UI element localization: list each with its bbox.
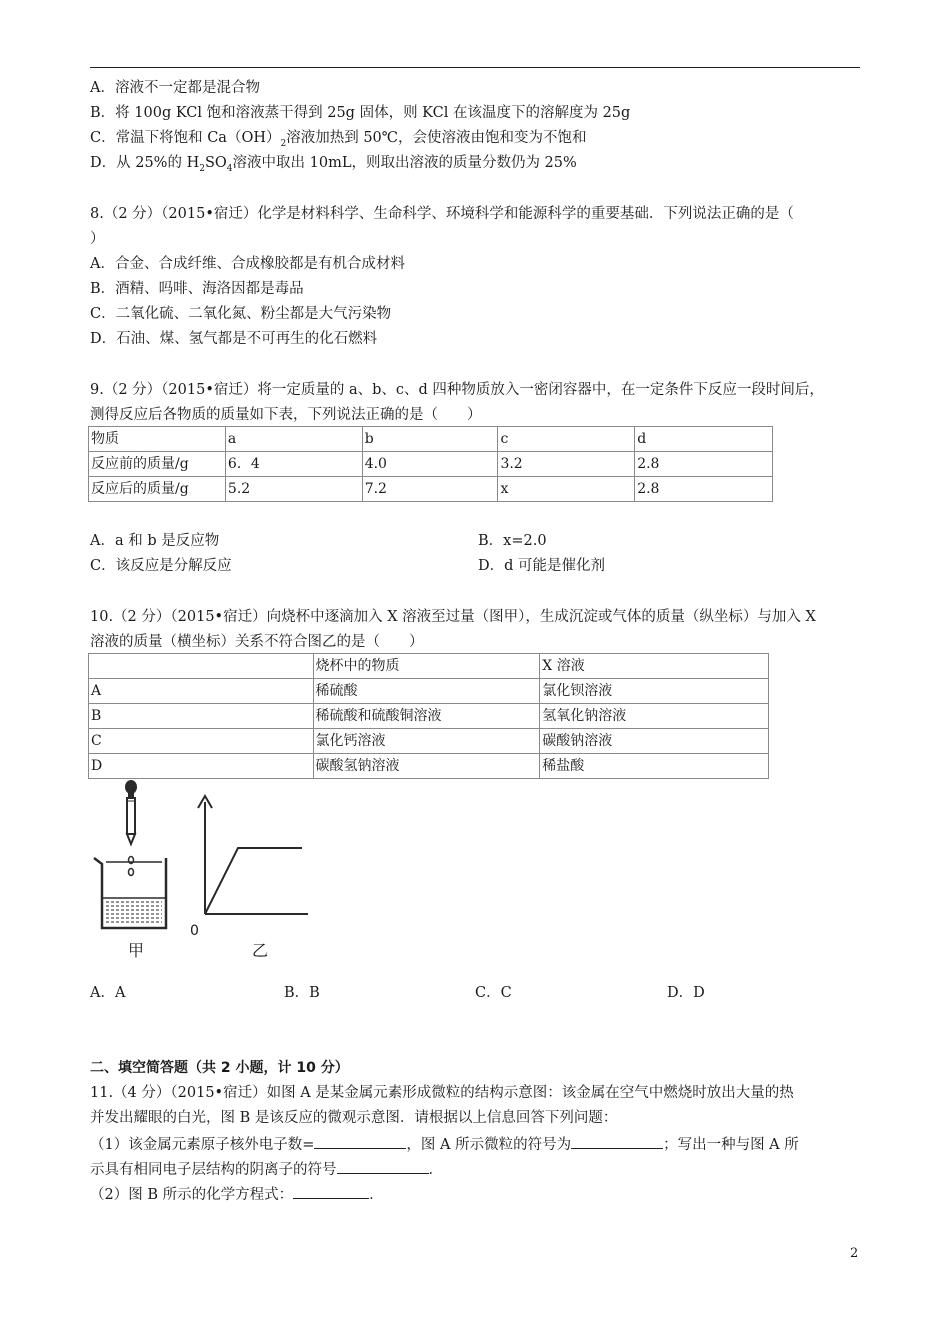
header-rule — [90, 67, 860, 68]
figure-label-yi: 乙 — [252, 941, 269, 960]
table-row — [89, 754, 769, 779]
table-cell: b — [362, 427, 498, 452]
table-row — [89, 477, 773, 502]
q10-option-d: D．D — [667, 985, 705, 1001]
table-row — [89, 654, 769, 679]
table-cell: 氯化钡溶液 — [540, 679, 769, 704]
q9-option-d: D．d 可能是催化剂 — [478, 558, 606, 574]
graph-origin-label: 0 — [190, 923, 199, 939]
table-row — [89, 704, 769, 729]
dropper-icon — [125, 780, 137, 844]
table-cell: a — [225, 427, 362, 452]
figure-label-jia: 甲 — [128, 941, 145, 960]
table-cell: 4.0 — [362, 452, 498, 477]
q10-figure — [90, 778, 320, 972]
answer-blank[interactable] — [293, 1183, 369, 1199]
q11-line2: 并发出耀眼的白光，图 B 是该反应的微观示意图．请根据以上信息回答下列问题： — [90, 1110, 618, 1126]
q11-line4: 示具有相同电子层结构的阴离子的符号 ． — [90, 1158, 443, 1180]
table-cell: X 溶液 — [540, 654, 769, 679]
table-cell: 稀硫酸和硫酸铜溶液 — [313, 704, 540, 729]
table-row — [89, 679, 769, 704]
q11-line1: 11.（4 分）（2015•宿迁）如图 A 是某金属元素形成微粒的结构示意图：该金属在空气中燃烧时放出大量的热 — [90, 1085, 794, 1101]
table-cell: 碳酸钠溶液 — [540, 729, 769, 754]
q8-option-d: D．石油、煤、氢气都是不可再生的化石燃料 — [90, 331, 378, 347]
table-cell: 7.2 — [362, 477, 498, 502]
table-cell: 氯化钙溶液 — [313, 729, 540, 754]
q10-substance-table — [88, 653, 769, 779]
q8-stem-line1: 8.（2 分）（2015•宿迁）化学是材料科学、生命科学、环境科学和能源科学的重要基础．下列说法正确的是（ — [90, 206, 794, 222]
q8-option-a: A．合金、合成纤维、合成橡胶都是有机合成材料 — [90, 256, 405, 272]
table-cell: d — [635, 427, 773, 452]
table-row — [89, 427, 773, 452]
q11-line3: （1）该金属元素原子核外电子数= ，图 A 所示微粒的符号为 ；写出一种与图 A 所 — [90, 1133, 799, 1155]
q8-stem-line2: ） — [90, 231, 105, 247]
table-cell: 碳酸氢钠溶液 — [313, 754, 540, 779]
q10-option-c: C．C — [475, 985, 512, 1001]
page-number: 2 — [850, 1246, 859, 1261]
section-heading: 二、填空简答题（共 2 小题，计 10 分） — [90, 1060, 349, 1076]
answer-blank[interactable] — [314, 1133, 406, 1149]
table-cell: 2.8 — [635, 452, 773, 477]
q10-stem-line1: 10.（2 分）（2015•宿迁）向烧杯中逐滴加入 X 溶液至过量（图甲），生成沉淀或气体的质量（纵坐标）与加入 X — [90, 609, 816, 625]
q10-option-a: A．A — [90, 985, 126, 1001]
q7-option-a: A．溶液不一定都是混合物 — [90, 80, 260, 96]
table-cell: D — [89, 754, 314, 779]
graph-curve — [205, 848, 302, 914]
answer-blank[interactable] — [571, 1133, 663, 1149]
q9-stem-line2: 测得反应后各物质的质量如下表，下列说法正确的是（ ） — [90, 407, 482, 423]
beaker-and-graph-illustration — [90, 778, 320, 968]
table-cell: 5.2 — [225, 477, 362, 502]
table-row — [89, 729, 769, 754]
q9-option-c: C．该反应是分解反应 — [90, 558, 232, 574]
table-cell — [89, 654, 314, 679]
q9-stem-line1: 9.（2 分）（2015•宿迁）将一定质量的 a、b、c、d 四种物质放入一密闭容器中，在一定条件下反应一段时间后， — [90, 382, 824, 398]
table-cell: A — [89, 679, 314, 704]
table-cell: 氢氧化钠溶液 — [540, 704, 769, 729]
q9-option-a: A．a 和 b 是反应物 — [90, 533, 220, 549]
q8-option-b: B．酒精、吗啡、海洛因都是毒品 — [90, 281, 304, 297]
table-cell: x — [498, 477, 635, 502]
table-cell: 反应后的质量/g — [89, 477, 226, 502]
table-cell: 6．4 — [225, 452, 362, 477]
table-row — [89, 452, 773, 477]
table-cell: B — [89, 704, 314, 729]
table-cell: 烧杯中的物质 — [313, 654, 540, 679]
q7-option-c: C．常温下将饱和 $Ca(OH)_2$溶液加热到 50℃，会使溶液由饱和变为不饱和 — [90, 130, 587, 149]
drop-icon — [129, 869, 134, 876]
answer-blank[interactable] — [337, 1158, 429, 1174]
table-cell: 反应前的质量/g — [89, 452, 226, 477]
table-cell: 稀硫酸 — [313, 679, 540, 704]
q9-mass-table — [88, 426, 773, 502]
q8-option-c: C．二氧化硫、二氧化氮、粉尘都是大气污染物 — [90, 306, 392, 322]
q10-option-b: B．B — [284, 985, 320, 1001]
q7-option-b: B．将 100g KCl 饱和溶液蒸干得到 25g 固体，则 KCl 在该温度下的溶解度为 25g — [90, 105, 631, 121]
table-cell: 稀盐酸 — [540, 754, 769, 779]
q11-line5: （2）图 B 所示的化学方程式： ． — [90, 1183, 384, 1205]
q10-stem-line2: 溶液的质量（横坐标）关系不符合图乙的是（ ） — [90, 634, 424, 650]
table-cell: 2.8 — [635, 477, 773, 502]
table-cell: C — [89, 729, 314, 754]
table-cell: 物质 — [89, 427, 226, 452]
table-cell: c — [498, 427, 635, 452]
q9-option-b: B．x=2.0 — [478, 533, 547, 549]
q7-option-d: D．从 25%的 $H_2SO_4$溶液中取出 10mL，则取出溶液的质量分数仍为 25% — [90, 155, 577, 174]
table-cell: 3.2 — [498, 452, 635, 477]
